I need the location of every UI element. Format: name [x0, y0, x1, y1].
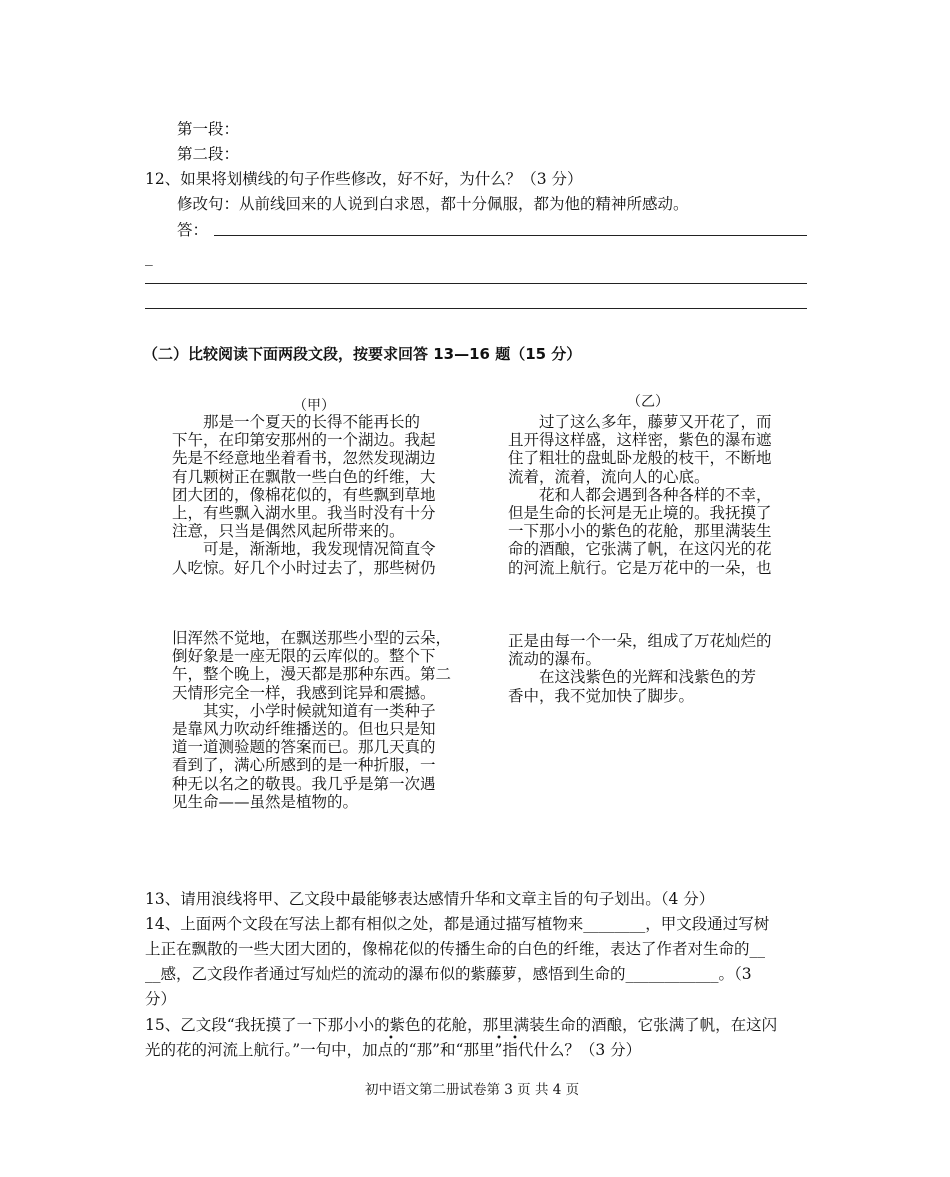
- emphasis-dot: •: [512, 1033, 518, 1044]
- passage-jia-block-2: [172, 629, 451, 811]
- answer-label: 答：: [177, 221, 209, 239]
- passage-yi-title: （乙）: [627, 394, 669, 410]
- passage-line: 先是不经意地坐着看书，忽然发现湖边: [172, 449, 436, 468]
- passage-line: 流着，流着，流向人的心底。: [508, 467, 710, 486]
- passage-line: 道一道测验题的答案而已。那几天真的: [172, 738, 436, 757]
- passage-line: 命的酒酿，它张满了帆，在这闪光的花: [508, 540, 772, 559]
- answer-line-1[interactable]: [214, 235, 807, 236]
- revised-sentence: 修改句：从前线回来的人说到白求恩，都十分佩服，都为他的精神所感动。: [177, 195, 689, 213]
- passage-line: 天情形完全一样，我感到诧异和震撼。: [172, 683, 436, 702]
- passage-line: 其实，小学时候就知道有一类种子: [172, 701, 436, 720]
- passage-line: 团大团的，像棉花似的，有些飘到草地: [172, 485, 436, 504]
- passage-jia-title: （甲）: [293, 398, 335, 414]
- passage-line: 但是生命的长河是无止境的。我抚摸了: [508, 503, 772, 522]
- passage-line: 正是由每一个一朵，组成了万花灿烂的: [508, 632, 772, 650]
- emphasis-dot: •: [496, 1033, 502, 1044]
- page-footer: 初中语文第二册试卷第 3 页 共 4 页: [365, 1082, 580, 1098]
- passage-line: 见生命——虽然是植物的。: [172, 792, 359, 811]
- passage-line: 午，整个晚上，漫天都是那种东西。第二: [172, 665, 452, 684]
- section-2-heading: （二）比较阅读下面两段文段，按要求回答 13—16 题（15 分）: [143, 345, 582, 363]
- question-15-line-2: 光的花的河流上航行。”一句中，加点的“那”和“那里”指代什么？（3 分）: [145, 1041, 642, 1059]
- passage-line: 有几颗树正在飘散一些白色的纤维，大: [172, 467, 436, 486]
- question-14-line-2: 上正在飘散的一些大团大团的，像棉花似的传播生命的白色的纤维，表达了作者对生命的__: [145, 940, 766, 958]
- passage-line: 看到了，满心所感到的是一种折服，一: [172, 756, 436, 775]
- passage-line: 在这浅紫色的光辉和浅紫色的芳: [508, 668, 757, 687]
- question-14-line-3: __感，乙文段作者通过写灿烂的流动的瀑布似的紫藤萝，感悟到生命的____________。（3: [145, 965, 752, 983]
- passage-line: 注意，只当是偶然风起所带来的。: [172, 522, 405, 541]
- question-13: 13、请用浪线将甲、乙文段中最能够表达感情升华和文章主旨的句子划出。（4 分）: [145, 890, 715, 908]
- answer-line-3[interactable]: [145, 308, 807, 309]
- passage-line: 可是，渐渐地，我发现情况简直令: [172, 540, 436, 559]
- passage-line: 人吃惊。好几个小时过去了，那些树仍: [172, 558, 436, 577]
- passage-line: 倒好象是一座无限的云库似的。整个下: [172, 647, 436, 666]
- question-14-line-1: 14、上面两个文段在写法上都有相似之处，都是通过描写植物来________，甲文段通过写树: [145, 915, 770, 933]
- passage-jia-block-1: [172, 413, 436, 577]
- stray-underscore: _: [145, 248, 153, 266]
- answer-line-2[interactable]: [145, 283, 807, 284]
- passage-line: 上，有些飘入湖水里。我当时没有十分: [172, 503, 436, 522]
- emphasis-dot: •: [388, 1033, 394, 1044]
- passage-line: 那是一个夏天的长得不能再长的: [172, 413, 421, 431]
- question-14-line-4: 分）: [145, 990, 177, 1008]
- passage-line: 下午，在印第安那州的一个湖边。我起: [172, 431, 436, 450]
- passage-line: 流动的瀑布。: [508, 650, 602, 669]
- passage-line: 过了这么多年，藤萝又开花了，而: [508, 413, 772, 431]
- passage-yi-block-2: [508, 632, 772, 705]
- passage-line: 是靠风力吹动纤维播送的。但也只是知: [172, 719, 436, 738]
- question-15-line-1: 15、乙文段“我抚摸了一下那小小的紫色的花舱，那里满装生命的酒酿，它张满了帆，在这闪: [145, 1016, 778, 1034]
- passage-line: 花和人都会遇到各种各样的不幸，: [508, 485, 772, 504]
- passage-line: 种无以名之的敬畏。我几乎是第一次遇: [172, 774, 436, 793]
- passage-line: 且开得这样盛，这样密，紫色的瀑布遮: [508, 431, 772, 450]
- passage-yi-block-1: [508, 413, 772, 577]
- passage-line: 一下那小小的紫色的花舱，那里满装生: [508, 522, 772, 541]
- passage-line: 住了粗壮的盘虬卧龙般的枝干，不断地: [508, 449, 772, 468]
- passage-line: 香中，我不觉加快了脚步。: [508, 686, 695, 705]
- passage-line: 旧浑然不觉地，在飘送那些小型的云朵，: [172, 629, 452, 647]
- passage-line: 的河流上航行。它是万花中的一朵，也: [508, 558, 772, 577]
- question-12: 12、如果将划横线的句子作些修改，好不好，为什么？（3 分）: [145, 170, 583, 188]
- para2-label: 第二段：: [177, 145, 240, 163]
- para1-label: 第一段：: [177, 120, 240, 138]
